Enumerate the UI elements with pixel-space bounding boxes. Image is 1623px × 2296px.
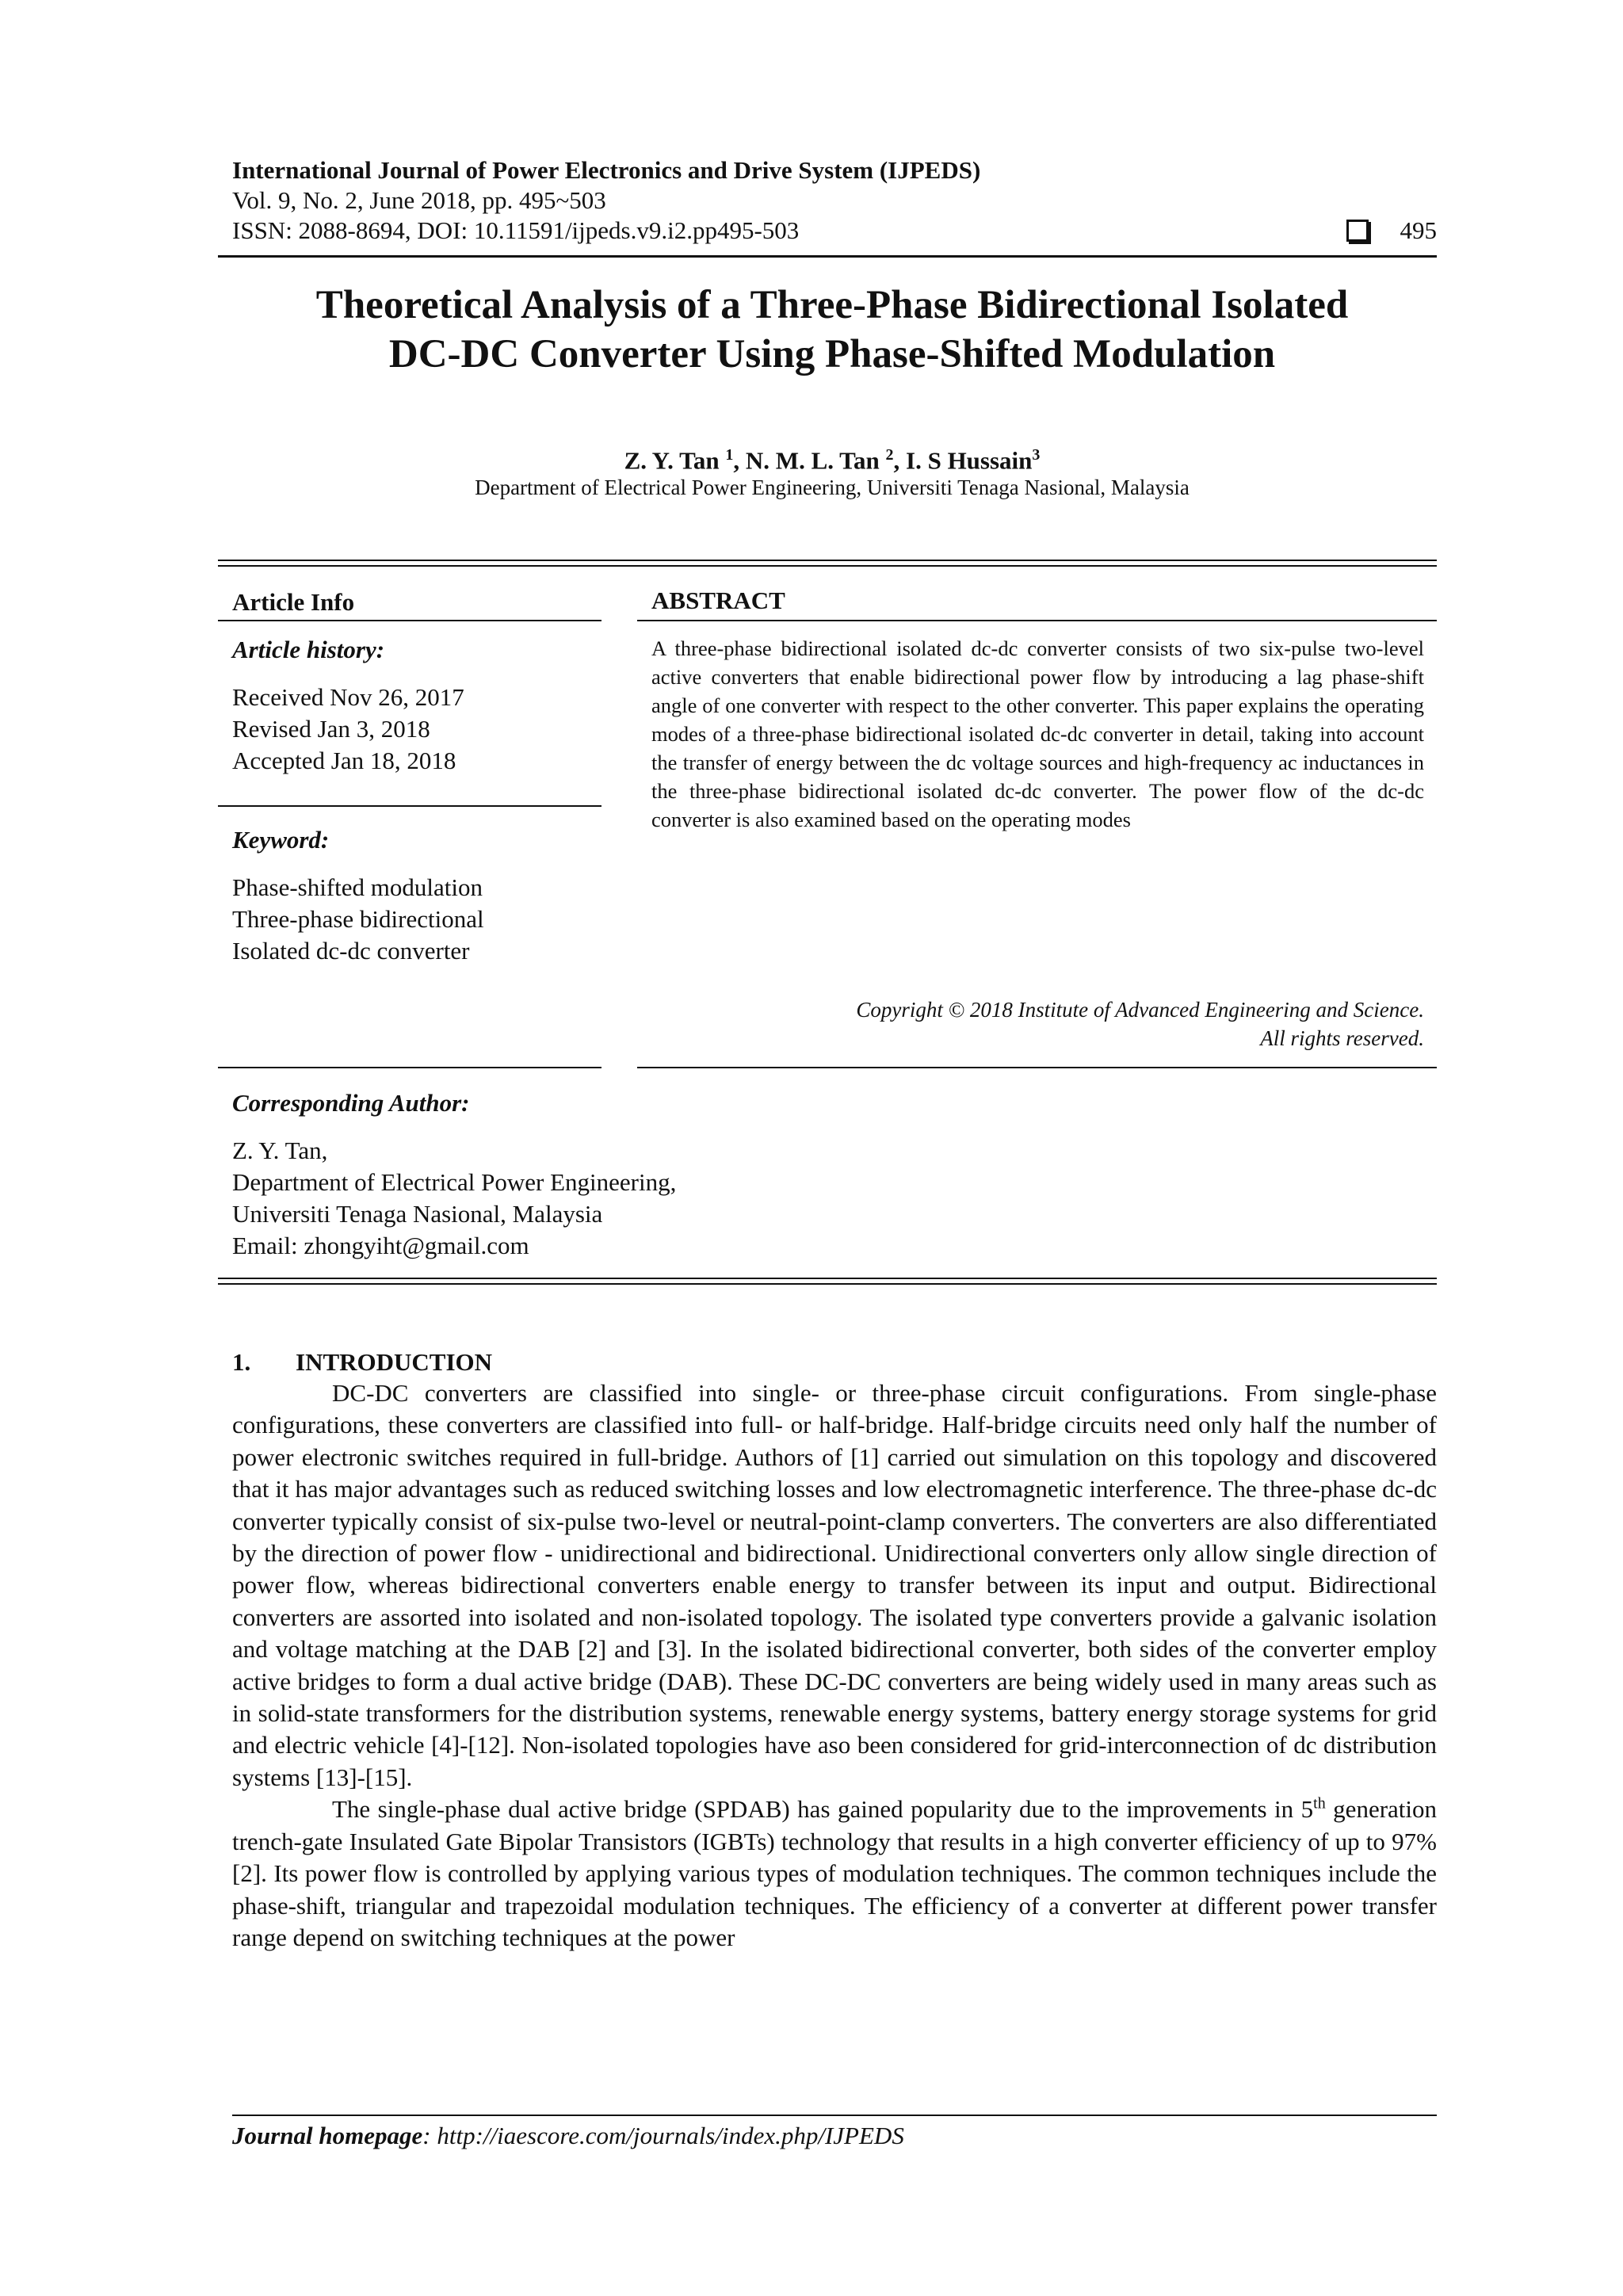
keyword-item: Three-phase bidirectional xyxy=(232,905,484,933)
copyright-line: All rights reserved. xyxy=(1260,1026,1424,1050)
paragraph-text: The single-phase dual active bridge (SPDAB) has gained popularity due to the improvements in 5 xyxy=(332,1795,1314,1824)
article-info-heading xyxy=(232,586,601,618)
paragraph-text: generation trench-gate Insulated Gate Bipolar Transistors (IGBTs) technology that results in a high converter efficiency of up to 97% [2]. Its power flow is controlled by applying various types of modulation techniques. The common techniques include the phase-shift, triangular and trapezoidal modulation techniques. The efficiency of a converter at different power transfer range depend on switching techniques at the power xyxy=(232,1795,1438,1951)
corresponding-label: Corresponding Author: xyxy=(232,1089,470,1117)
corresponding-author xyxy=(232,1087,1104,1262)
history-rule xyxy=(218,805,601,807)
journal-volume: Vol. 9, No. 2, June 2018, pp. 495~503 xyxy=(232,186,606,214)
author-affil-mark: 3 xyxy=(1032,446,1041,464)
author-affil-mark: 1 xyxy=(725,446,734,464)
article-info-label: Article Info xyxy=(232,588,355,616)
title-line: DC-DC Converter Using Phase-Shifted Modulation xyxy=(388,332,1276,376)
journal-homepage-link[interactable]: http://iaescore.com/journals/index.php/IJPEDS xyxy=(437,2122,904,2149)
abstract-rule xyxy=(637,620,1437,621)
keyword-label: Keyword: xyxy=(232,826,330,854)
section-number: 1. xyxy=(232,1348,251,1376)
received-date: Received Nov 26, 2017 xyxy=(232,683,464,711)
intro-paragraph-2 xyxy=(232,1794,1437,1954)
author-name: N. M. L. Tan xyxy=(745,446,880,475)
header-rule xyxy=(218,255,1437,258)
superscript: th xyxy=(1313,1794,1326,1813)
copyright-notice xyxy=(651,995,1424,1052)
page-number: 495 xyxy=(1400,216,1437,244)
author-sep: , xyxy=(733,446,746,475)
footer-label: Journal homepage xyxy=(232,2122,423,2149)
author-name: I. S Hussain xyxy=(906,446,1033,475)
footer-rule xyxy=(232,2115,1437,2116)
author-sep: , xyxy=(893,446,907,475)
abstract-heading: ABSTRACT xyxy=(651,586,785,614)
history-label: Article history: xyxy=(232,636,385,663)
author-list xyxy=(174,441,1490,475)
info-bottom-rule-left xyxy=(218,1067,601,1068)
revised-date: Revised Jan 3, 2018 xyxy=(232,715,430,743)
keyword-item: Phase-shifted modulation xyxy=(232,873,483,901)
article-info-rule xyxy=(218,620,601,621)
issn-row xyxy=(232,216,1437,246)
paper-title xyxy=(174,281,1490,379)
corresponding-line: Department of Electrical Power Engineering, xyxy=(232,1168,677,1196)
corresponding-line: Universiti Tenaga Nasional, Malaysia xyxy=(232,1200,603,1228)
abstract-text: A three-phase bidirectional isolated dc-dc converter consists of two six-pulse two-level active converters that enable bidirectional power flow by introducing a lag phase-shift angle of one converter with respect to the other converter. This paper explains the operating modes of a three-phase bidirectional isolated dc-dc converter in detail, taking into account the transfer of energy between the dc voltage sources and high-frequency ac inductances in the three-phase bidirectional isolated dc-dc converter. The power flow of the dc-dc converter is also examined based on the operating modes xyxy=(651,636,1424,831)
running-header xyxy=(232,155,1437,246)
article-history xyxy=(232,634,601,777)
corresponding-line: Z. Y. Tan, xyxy=(232,1137,328,1164)
info-box-top-rule xyxy=(218,560,1437,567)
section-heading xyxy=(232,1347,492,1377)
journal-name: International Journal of Power Electronics and Drive System (IJPEDS) xyxy=(232,156,981,184)
intro-body xyxy=(232,1377,1437,1954)
corresponding-line: Email: zhongyiht@gmail.com xyxy=(232,1232,529,1259)
affiliation: Department of Electrical Power Engineering, Universiti Tenaga Nasional, Malaysia xyxy=(475,476,1190,499)
journal-issn: ISSN: 2088-8694, DOI: 10.11591/ijpeds.v9.i2.pp495-503 xyxy=(232,216,800,244)
intro-paragraph-1: DC-DC converters are classified into single- or three-phase circuit configurations. From single-phase configurations, these converters are classified into full- or half-bridge. Half-bridge circuits need only half the number of power electronic switches required in full-bridge. Authors of [1] carried out simulation on this topology and discovered that it has major advantages such as reduced switching losses and low electromagnetic interference. The three-phase dc-dc converter typically consist of six-pulse two-level or neutral-point-clamp converters. The converters are also differentiated by the direction of power flow - unidirectional and bidirectional. Unidirectional converters only allow single direction of power flow, whereas bidirectional converters enable energy to transfer between its input and output. Bidirectional converters are assorted into isolated and non-isolated topology. The isolated type converters provide a galvanic isolation and voltage matching at the DAB [2] and [3]. In the isolated bidirectional converter, both sides of the converter employ active bridges to form a dual active bridge (DAB). These DC-DC converters are being widely used in many areas such as in solid-state transformers for the distribution systems, renewable energy systems, battery energy storage systems for grid and electric vehicle [4]-[12]. Non-isolated topologies have aso been considered for grid-interconnection of dc distribution systems [13]-[15]. xyxy=(232,1379,1437,1791)
section-title: INTRODUCTION xyxy=(296,1348,493,1376)
footer-colon: : xyxy=(422,2122,437,2149)
keyword-item: Isolated dc-dc converter xyxy=(232,937,470,965)
info-box-bottom-rule xyxy=(218,1278,1437,1285)
keywords-block xyxy=(232,824,601,967)
info-bottom-rule-right xyxy=(637,1067,1437,1068)
author-name: Z. Y. Tan xyxy=(624,446,720,475)
copyright-line: Copyright © 2018 Institute of Advanced Engineering and Science. xyxy=(856,998,1424,1022)
page-number-group xyxy=(1346,216,1438,245)
title-line: Theoretical Analysis of a Three-Phase Bidirectional Isolated xyxy=(315,283,1349,327)
square-box-icon xyxy=(1346,220,1369,242)
accepted-date: Accepted Jan 18, 2018 xyxy=(232,747,456,774)
author-affil-mark: 2 xyxy=(885,446,894,464)
journal-footer xyxy=(232,2121,904,2151)
